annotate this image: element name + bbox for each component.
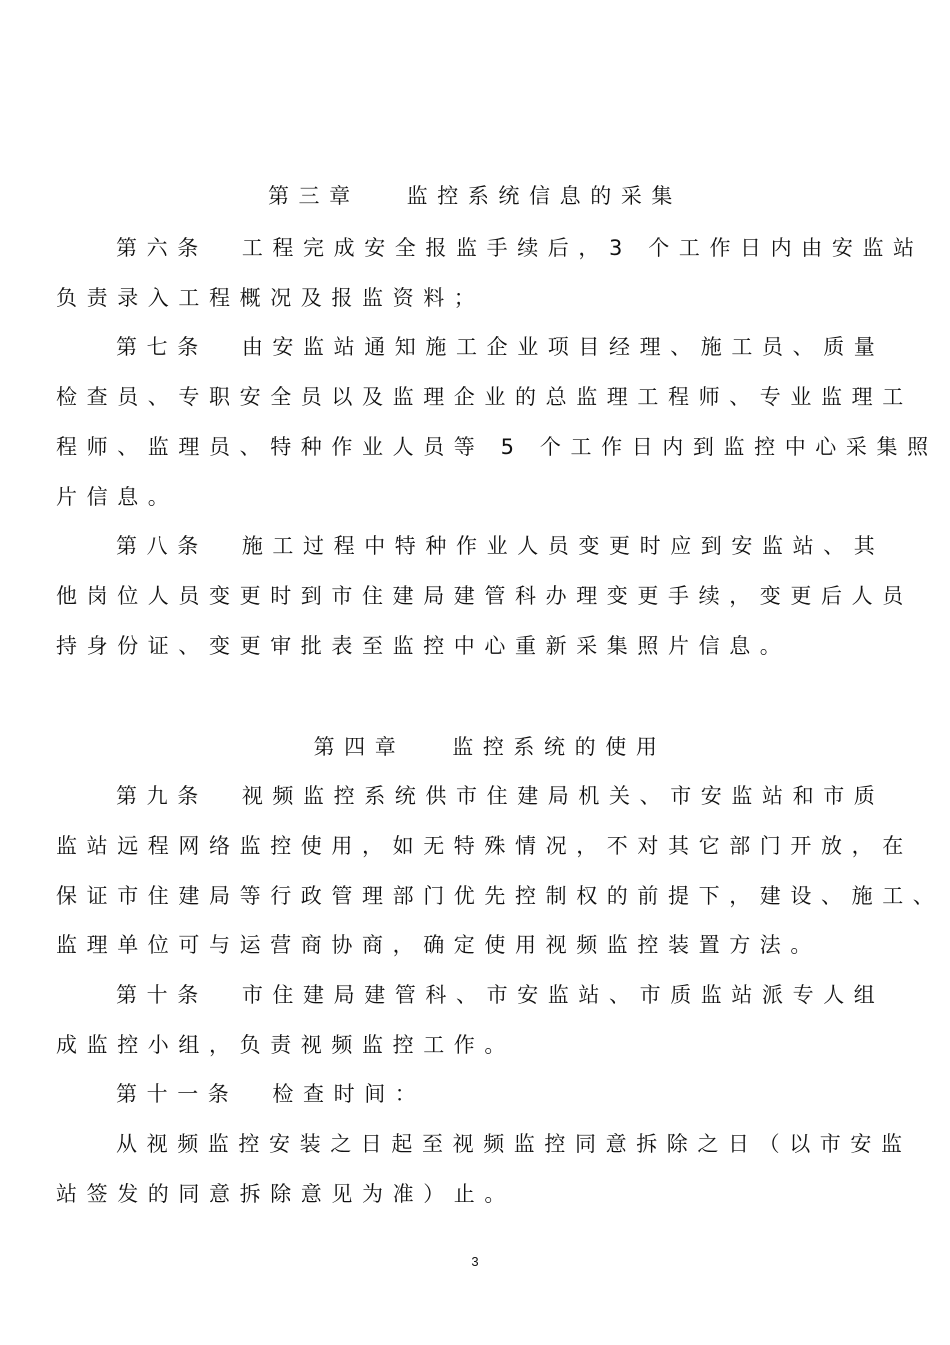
article-8-label: 第八条 bbox=[116, 534, 208, 558]
article-6-label: 第六条 bbox=[116, 236, 208, 260]
chapter-4-heading: 第四章 监控系统的使用 bbox=[313, 735, 667, 759]
article-9-text-1: 视频监控系统供市住建局机关、市安监站和市质 bbox=[241, 784, 885, 808]
article-7-label: 第七条 bbox=[116, 335, 208, 359]
article-11-label: 第十一条 bbox=[116, 1082, 239, 1106]
page-number: 3 bbox=[471, 1254, 479, 1269]
article-7-line-2: 检查员、专职安全员以及监理企业的总监理工程师、专业监理工 bbox=[56, 385, 913, 409]
article-11-detail-line-1: 从视频监控安装之日起至视频监控同意拆除之日（以市安监 bbox=[116, 1132, 912, 1156]
chapter-3-heading: 第三章 监控系统信息的采集 bbox=[267, 184, 683, 208]
article-6-line-2: 负责录入工程概况及报监资料； bbox=[56, 286, 485, 310]
article-7-text-1: 由安监站通知施工企业项目经理、施工员、质量 bbox=[241, 335, 885, 359]
article-11-detail-line-2: 站签发的同意拆除意见为准）止。 bbox=[56, 1182, 515, 1206]
article-8-line-2: 他岗位人员变更时到市住建局建管科办理变更手续，变更后人员 bbox=[56, 584, 913, 608]
article-10-line-1 bbox=[116, 981, 884, 1009]
article-9-line-1 bbox=[116, 782, 884, 810]
article-9-line-2: 监站远程网络监控使用，如无特殊情况，不对其它部门开放，在 bbox=[56, 834, 913, 858]
article-9-line-4: 监理单位可与运营商协商，确定使用视频监控装置方法。 bbox=[56, 933, 821, 957]
article-11-text-1: 检查时间： bbox=[272, 1082, 426, 1106]
article-8-line-3: 持身份证、变更审批表至监控中心重新采集照片信息。 bbox=[56, 634, 791, 658]
article-10-line-2: 成监控小组，负责视频监控工作。 bbox=[56, 1033, 515, 1057]
article-10-label: 第十条 bbox=[116, 983, 208, 1007]
article-8-text-1: 施工过程中特种作业人员变更时应到安监站、其 bbox=[241, 534, 885, 558]
article-6-text-1: 工程完成安全报监手续后，3 个工作日内由安监站 bbox=[241, 236, 924, 260]
article-7-line-3: 程师、监理员、特种作业人员等 5 个工作日内到监控中心采集照 bbox=[56, 435, 938, 459]
article-10-text-1: 市住建局建管科、市安监站、市质监站派专人组 bbox=[241, 983, 885, 1007]
article-9-line-3: 保证市住建局等行政管理部门优先控制权的前提下，建设、施工、 bbox=[56, 884, 944, 908]
article-9-label: 第九条 bbox=[116, 784, 208, 808]
article-6-line-1 bbox=[116, 234, 924, 262]
article-7-line-4: 片信息。 bbox=[56, 485, 179, 509]
article-11-line-1 bbox=[116, 1080, 425, 1108]
article-8-line-1 bbox=[116, 532, 884, 560]
article-7-line-1 bbox=[116, 333, 884, 361]
